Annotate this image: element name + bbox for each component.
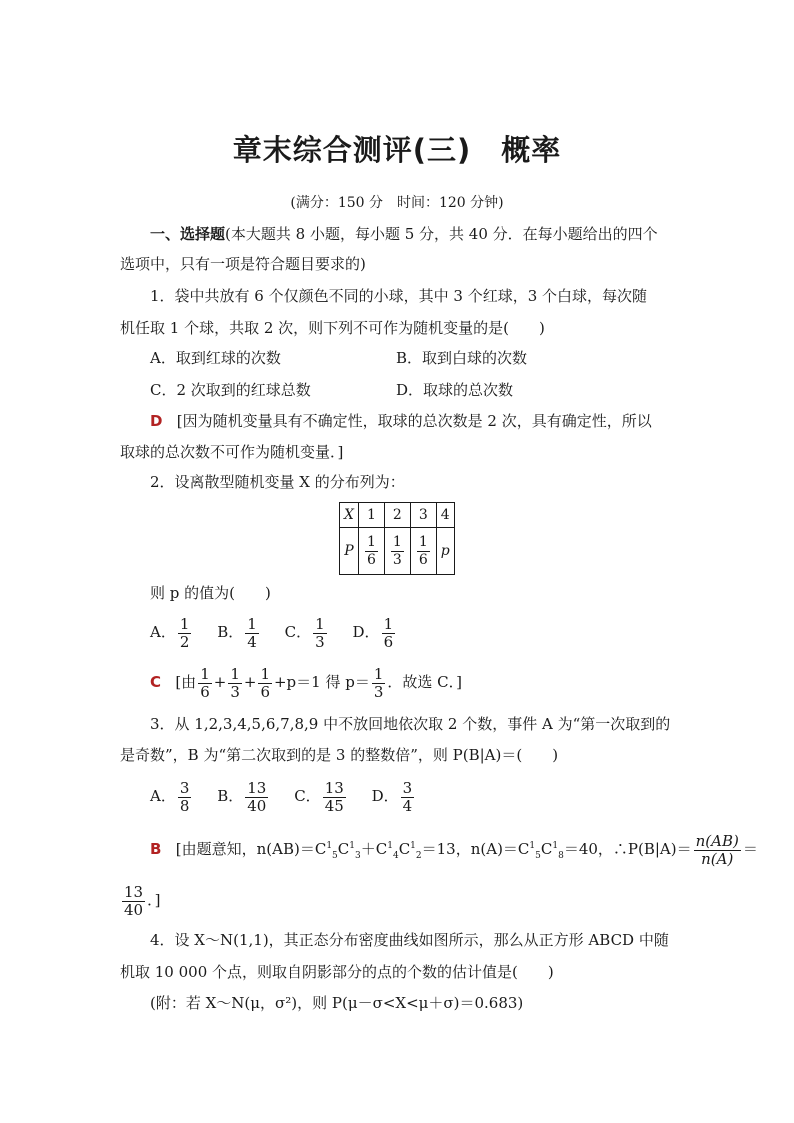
fraction-den: 8 — [179, 796, 190, 815]
fraction-num: 1 — [418, 533, 428, 550]
fraction — [198, 666, 212, 701]
q3-answer: B — [150, 840, 162, 858]
fraction-num: 1 — [373, 664, 384, 683]
fraction-num: 1 — [230, 664, 240, 683]
fraction-num: 13 — [324, 778, 344, 797]
q2-options — [150, 612, 397, 652]
explain-text: ．故选 C．] — [387, 673, 462, 691]
fraction-den: 40 — [247, 796, 267, 815]
option-label: C． — [284, 623, 312, 641]
fraction-den: 3 — [392, 551, 402, 568]
q3-option-b — [217, 778, 270, 815]
fraction-den: n(A) — [701, 849, 734, 868]
fraction-den: 3 — [373, 682, 384, 701]
page-subtitle: (满分：150 分 时间：120 分钟) — [290, 195, 504, 211]
fraction-num: 1 — [383, 614, 394, 633]
option-label: C． — [294, 787, 321, 805]
explain-text: +p＝1 得 p＝ — [273, 673, 370, 691]
q2-option-c — [284, 614, 329, 651]
q1-option-d: D．取球的总次数 — [396, 381, 514, 399]
fraction-den: 3 — [230, 682, 240, 701]
distribution-table — [339, 502, 455, 575]
q2-ask: 则 p 的值为( ) — [150, 584, 271, 602]
fraction-den: 4 — [247, 632, 257, 651]
explain-text: C — [540, 840, 553, 858]
fraction-den: 4 — [402, 796, 413, 815]
explain-text: ＝40，∴P(B|A)＝ — [563, 840, 692, 858]
fraction-num: 1 — [260, 664, 270, 683]
fraction-den: 6 — [260, 682, 270, 701]
explain-text: ＋C — [360, 840, 388, 858]
q3-option-a — [150, 778, 193, 815]
table-cell: 3 — [410, 503, 436, 528]
fraction-den: 45 — [324, 796, 344, 815]
fraction-den: 3 — [315, 632, 325, 651]
q2-option-a — [150, 614, 193, 651]
table-cell: X — [340, 503, 359, 528]
explain-text: [由 — [175, 673, 197, 691]
q1-text-1: 1．袋中共放有 6 个仅颜色不同的小球，其中 3 个红球，3 个白球，每次随 — [150, 287, 648, 305]
equals-sign: ＝ — [742, 840, 758, 858]
fraction — [228, 666, 242, 701]
fraction-den: 2 — [179, 632, 190, 651]
option-label: B． — [217, 623, 244, 641]
q3-options — [150, 776, 416, 816]
fraction — [178, 616, 192, 651]
fraction-num: 13 — [247, 778, 267, 797]
fraction-num: 1 — [247, 614, 257, 633]
q1-option-c: C．2 次取到的红球总数 — [150, 381, 311, 399]
fraction-num: 1 — [366, 533, 376, 550]
table-cell: p — [436, 528, 454, 575]
table-cell: 1 — [358, 503, 384, 528]
table-cell: P — [340, 528, 359, 575]
fraction-den: 6 — [383, 632, 394, 651]
fraction — [391, 534, 404, 569]
table-cell — [384, 528, 410, 575]
fraction — [258, 666, 272, 701]
fraction-den: 6 — [200, 682, 210, 701]
option-label: B． — [217, 787, 244, 805]
q1-option-a: A．取到红球的次数 — [150, 349, 281, 367]
fraction-num: 3 — [402, 778, 413, 797]
plus-sign: + — [243, 673, 257, 691]
q2-text: 2．设离散型随机变量 X 的分布列为： — [150, 473, 405, 491]
fraction — [178, 780, 192, 815]
section-label: 一、选择题 — [150, 225, 226, 243]
fraction — [694, 833, 741, 868]
fraction — [382, 616, 396, 651]
fraction — [401, 780, 415, 815]
q3-option-c — [294, 778, 348, 815]
q2-explanation — [150, 662, 462, 702]
explain-text: C — [398, 840, 411, 858]
table-row — [340, 503, 455, 528]
explain-text: ．] — [147, 891, 161, 909]
fraction — [245, 780, 268, 815]
fraction-num: 1 — [315, 614, 325, 633]
table-cell — [358, 528, 384, 575]
q4-text-2: 机取 10 000 个点，则取自阴影部分的点的个数的估计值是( ) — [120, 963, 554, 981]
fraction — [323, 780, 346, 815]
plus-sign: + — [213, 673, 227, 691]
explain-text: [由题意知，n(AB)＝C — [175, 840, 327, 858]
fraction-num: 13 — [124, 882, 144, 901]
section-intro-text-1: (本大题共 8 小题，每小题 5 分，共 40 分．在每小题给出的四个 — [225, 225, 658, 243]
q1-explanation — [150, 411, 652, 431]
option-label: D． — [371, 787, 399, 805]
fraction-num: 1 — [179, 614, 190, 633]
explain-text: C — [337, 840, 350, 858]
fraction-num: 1 — [200, 664, 210, 683]
q3-result — [120, 880, 160, 920]
q2-answer: C — [150, 673, 162, 691]
q1-answer: D — [150, 412, 163, 430]
explain-text: ＝13，n(A)＝C — [421, 840, 530, 858]
page-title: 章末综合测评(三) 概率 — [232, 133, 562, 167]
table-cell: 4 — [436, 503, 454, 528]
fraction-den: 6 — [418, 551, 428, 568]
q1-text-2: 机任取 1 个球，共取 2 次，则下列不可作为随机变量的是( ) — [120, 319, 545, 337]
q3-option-d — [371, 778, 417, 815]
q2-option-d — [352, 614, 398, 651]
q3-text-1: 3．从 1,2,3,4,5,6,7,8,9 中不放回地依次取 2 个数，事件 A 为“第一次取到的 — [150, 715, 671, 733]
section-intro-text-2: 选项中，只有一项是符合题目要求的) — [120, 255, 366, 273]
option-label: D． — [352, 623, 380, 641]
q1-explain-1: [因为随机变量具有不确定性，取球的总次数是 2 次，具有确定性，所以 — [176, 412, 652, 430]
option-label: A． — [150, 623, 176, 641]
table-cell: 2 — [384, 503, 410, 528]
q3-text-2: 是奇数”，B 为“第二次取到的是 3 的整数倍”，则 P(B|A)＝( ) — [120, 746, 559, 764]
table-cell — [410, 528, 436, 575]
fraction-den: 40 — [124, 900, 144, 919]
fraction — [417, 534, 430, 569]
fraction-num: 1 — [392, 533, 402, 550]
q1-option-b: B．取到白球的次数 — [396, 349, 528, 367]
q4-note: (附：若 X～N(μ，σ²)，则 P(μ－σ<X<μ＋σ)＝0.683) — [150, 994, 524, 1012]
q3-explanation: B [由题意知，$n(AB)=C^1_5C^1_3+C^1_4C^1_2=13$，$n(A)=C^1_5C^1_8=40$，∴P(B|A)＝ $\frac{n(AB)}{n(A)}$ ＝ — [150, 831, 758, 868]
q2-option-b — [217, 614, 261, 651]
section-intro — [150, 224, 658, 244]
fraction — [245, 616, 259, 651]
q1-explain-2: 取球的总次数不可作为随机变量．] — [120, 443, 344, 461]
fraction-num: n(AB) — [695, 831, 739, 850]
table-row — [340, 528, 455, 575]
fraction — [122, 884, 145, 919]
q4-text-1: 4．设 X～N(1,1)，其正态分布密度曲线如图所示，那么从正方形 ABCD 中随 — [150, 931, 669, 949]
fraction — [372, 666, 386, 701]
fraction — [365, 534, 378, 569]
fraction-den: 6 — [366, 551, 376, 568]
fraction — [313, 616, 327, 651]
fraction-num: 3 — [179, 778, 190, 797]
option-label: A． — [150, 787, 176, 805]
